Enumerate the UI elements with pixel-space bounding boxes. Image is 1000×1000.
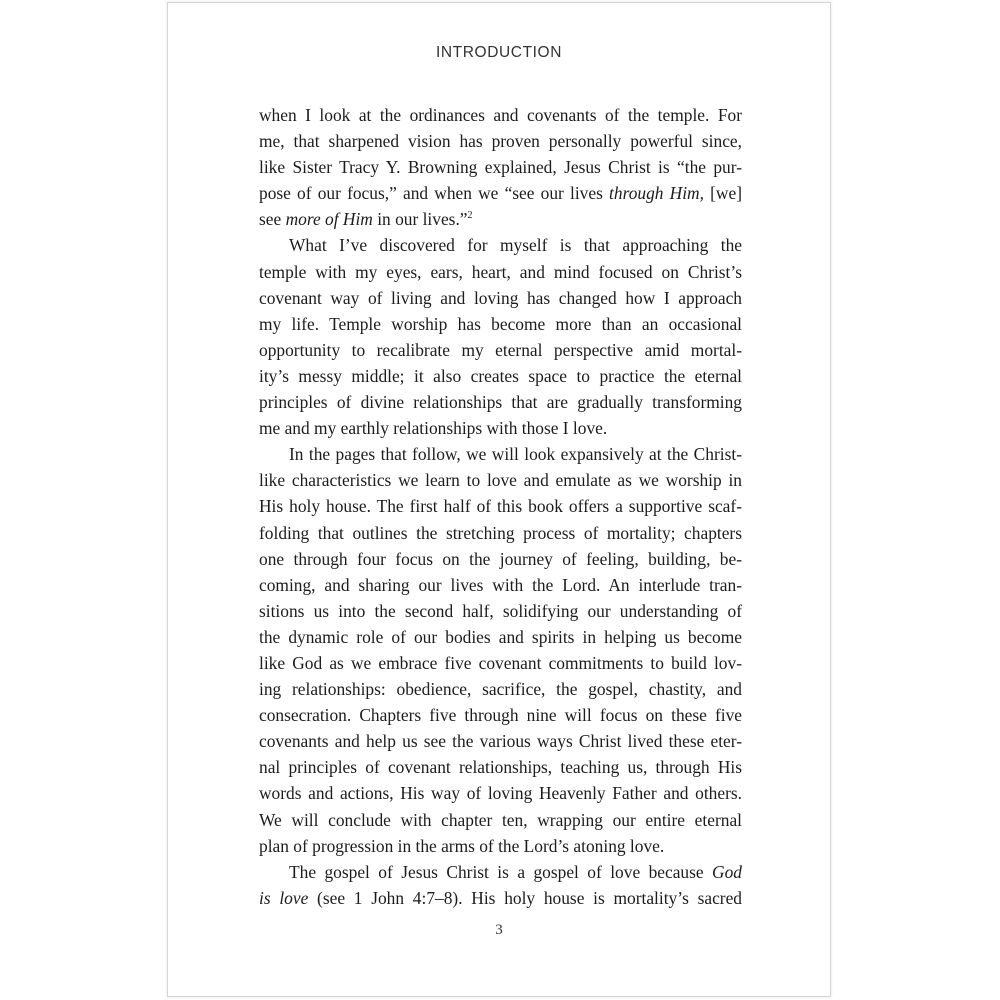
paragraph-1 bbox=[259, 102, 742, 232]
text-line: one through four focus on the journey of feeling, building, be- bbox=[259, 548, 742, 569]
text-line: like characteristics we learn to love and emulate as we worship in bbox=[259, 470, 742, 491]
text-line: ing relationships: obedience, sacrifice, the gospel, chastity, and bbox=[259, 679, 742, 700]
text-line: plan of progression in the arms of the Lord’s atoning love. bbox=[259, 835, 665, 856]
text-line: me and my earthly relationships with those I love. bbox=[259, 418, 608, 439]
paragraph-4 bbox=[259, 859, 742, 911]
text-line bbox=[259, 859, 742, 885]
running-head: INTRODUCTION bbox=[435, 44, 563, 61]
text-line: temple with my eyes, ears, heart, and mind focused on Christ’s bbox=[259, 261, 742, 282]
text-run: [we] bbox=[703, 183, 742, 204]
italic-phrase: God bbox=[712, 861, 742, 882]
text-line: like Sister Tracy Y. Browning explained, Jesus Christ is “the pur- bbox=[259, 157, 742, 178]
text-line: coming, and sharing our lives with the Lord. An interlude tran- bbox=[259, 574, 742, 595]
text-run: (see 1 John 4:7–8). His holy house is mortality’s sacred bbox=[308, 887, 742, 908]
text-line: me, that sharpened vision has proven personally powerful since, bbox=[259, 131, 742, 152]
paragraph-2 bbox=[259, 232, 742, 441]
italic-phrase: more of Him bbox=[285, 209, 373, 230]
text-run: see bbox=[259, 209, 286, 230]
text-line: the dynamic role of our bodies and spirits in helping us become bbox=[259, 626, 742, 647]
italic-phrase: is love bbox=[259, 887, 309, 908]
text-run: The gospel of Jesus Christ is a gospel of love because bbox=[289, 861, 713, 882]
text-line: His holy house. The first half of this book offers a supportive scaf- bbox=[259, 496, 742, 517]
text-line: What I’ve discovered for myself is that approaching the bbox=[289, 235, 742, 256]
text-line: sitions us into the second half, solidifying our understanding of bbox=[259, 600, 742, 621]
text-line bbox=[259, 885, 742, 911]
text-line: covenant way of living and loving has changed how I approach bbox=[259, 287, 742, 308]
text-line: like God as we embrace five covenant commitments to build lov- bbox=[259, 652, 742, 673]
footnote-marker: 2 bbox=[467, 210, 473, 222]
text-line: ity’s messy middle; it also creates space to practice the eternal bbox=[259, 365, 742, 386]
body-text bbox=[259, 102, 742, 911]
text-line: folding that outlines the stretching process of mortality; chapters bbox=[259, 522, 742, 543]
text-line: principles of divine relationships that are gradually transforming bbox=[259, 392, 742, 413]
page-number: 3 bbox=[495, 922, 503, 938]
text-run: pose of our focus,” and when we “see our lives bbox=[259, 183, 610, 204]
text-run: in our lives.” bbox=[372, 209, 468, 230]
text-line: when I look at the ordinances and covenants of the temple. For bbox=[259, 105, 742, 125]
text-line: my life. Temple worship has become more than an occasional bbox=[259, 313, 742, 334]
italic-phrase: through Him, bbox=[609, 183, 704, 204]
text-line bbox=[259, 206, 742, 232]
book-page bbox=[167, 2, 831, 997]
text-line: opportunity to recalibrate my eternal perspective amid mortal- bbox=[259, 339, 742, 360]
text-line: words and actions, His way of loving Heavenly Father and others. bbox=[259, 783, 742, 804]
text-line: covenants and help us see the various ways Christ lived these eter- bbox=[259, 731, 742, 752]
paragraph-3 bbox=[259, 441, 742, 859]
text-line: We will conclude with chapter ten, wrapping our entire eternal bbox=[259, 809, 742, 830]
text-line: consecration. Chapters five through nine will focus on these five bbox=[259, 705, 742, 726]
text-line: In the pages that follow, we will look expansively at the Christ- bbox=[289, 444, 742, 465]
text-line: nal principles of covenant relationships, teaching us, through His bbox=[259, 757, 742, 778]
text-line bbox=[259, 180, 742, 206]
